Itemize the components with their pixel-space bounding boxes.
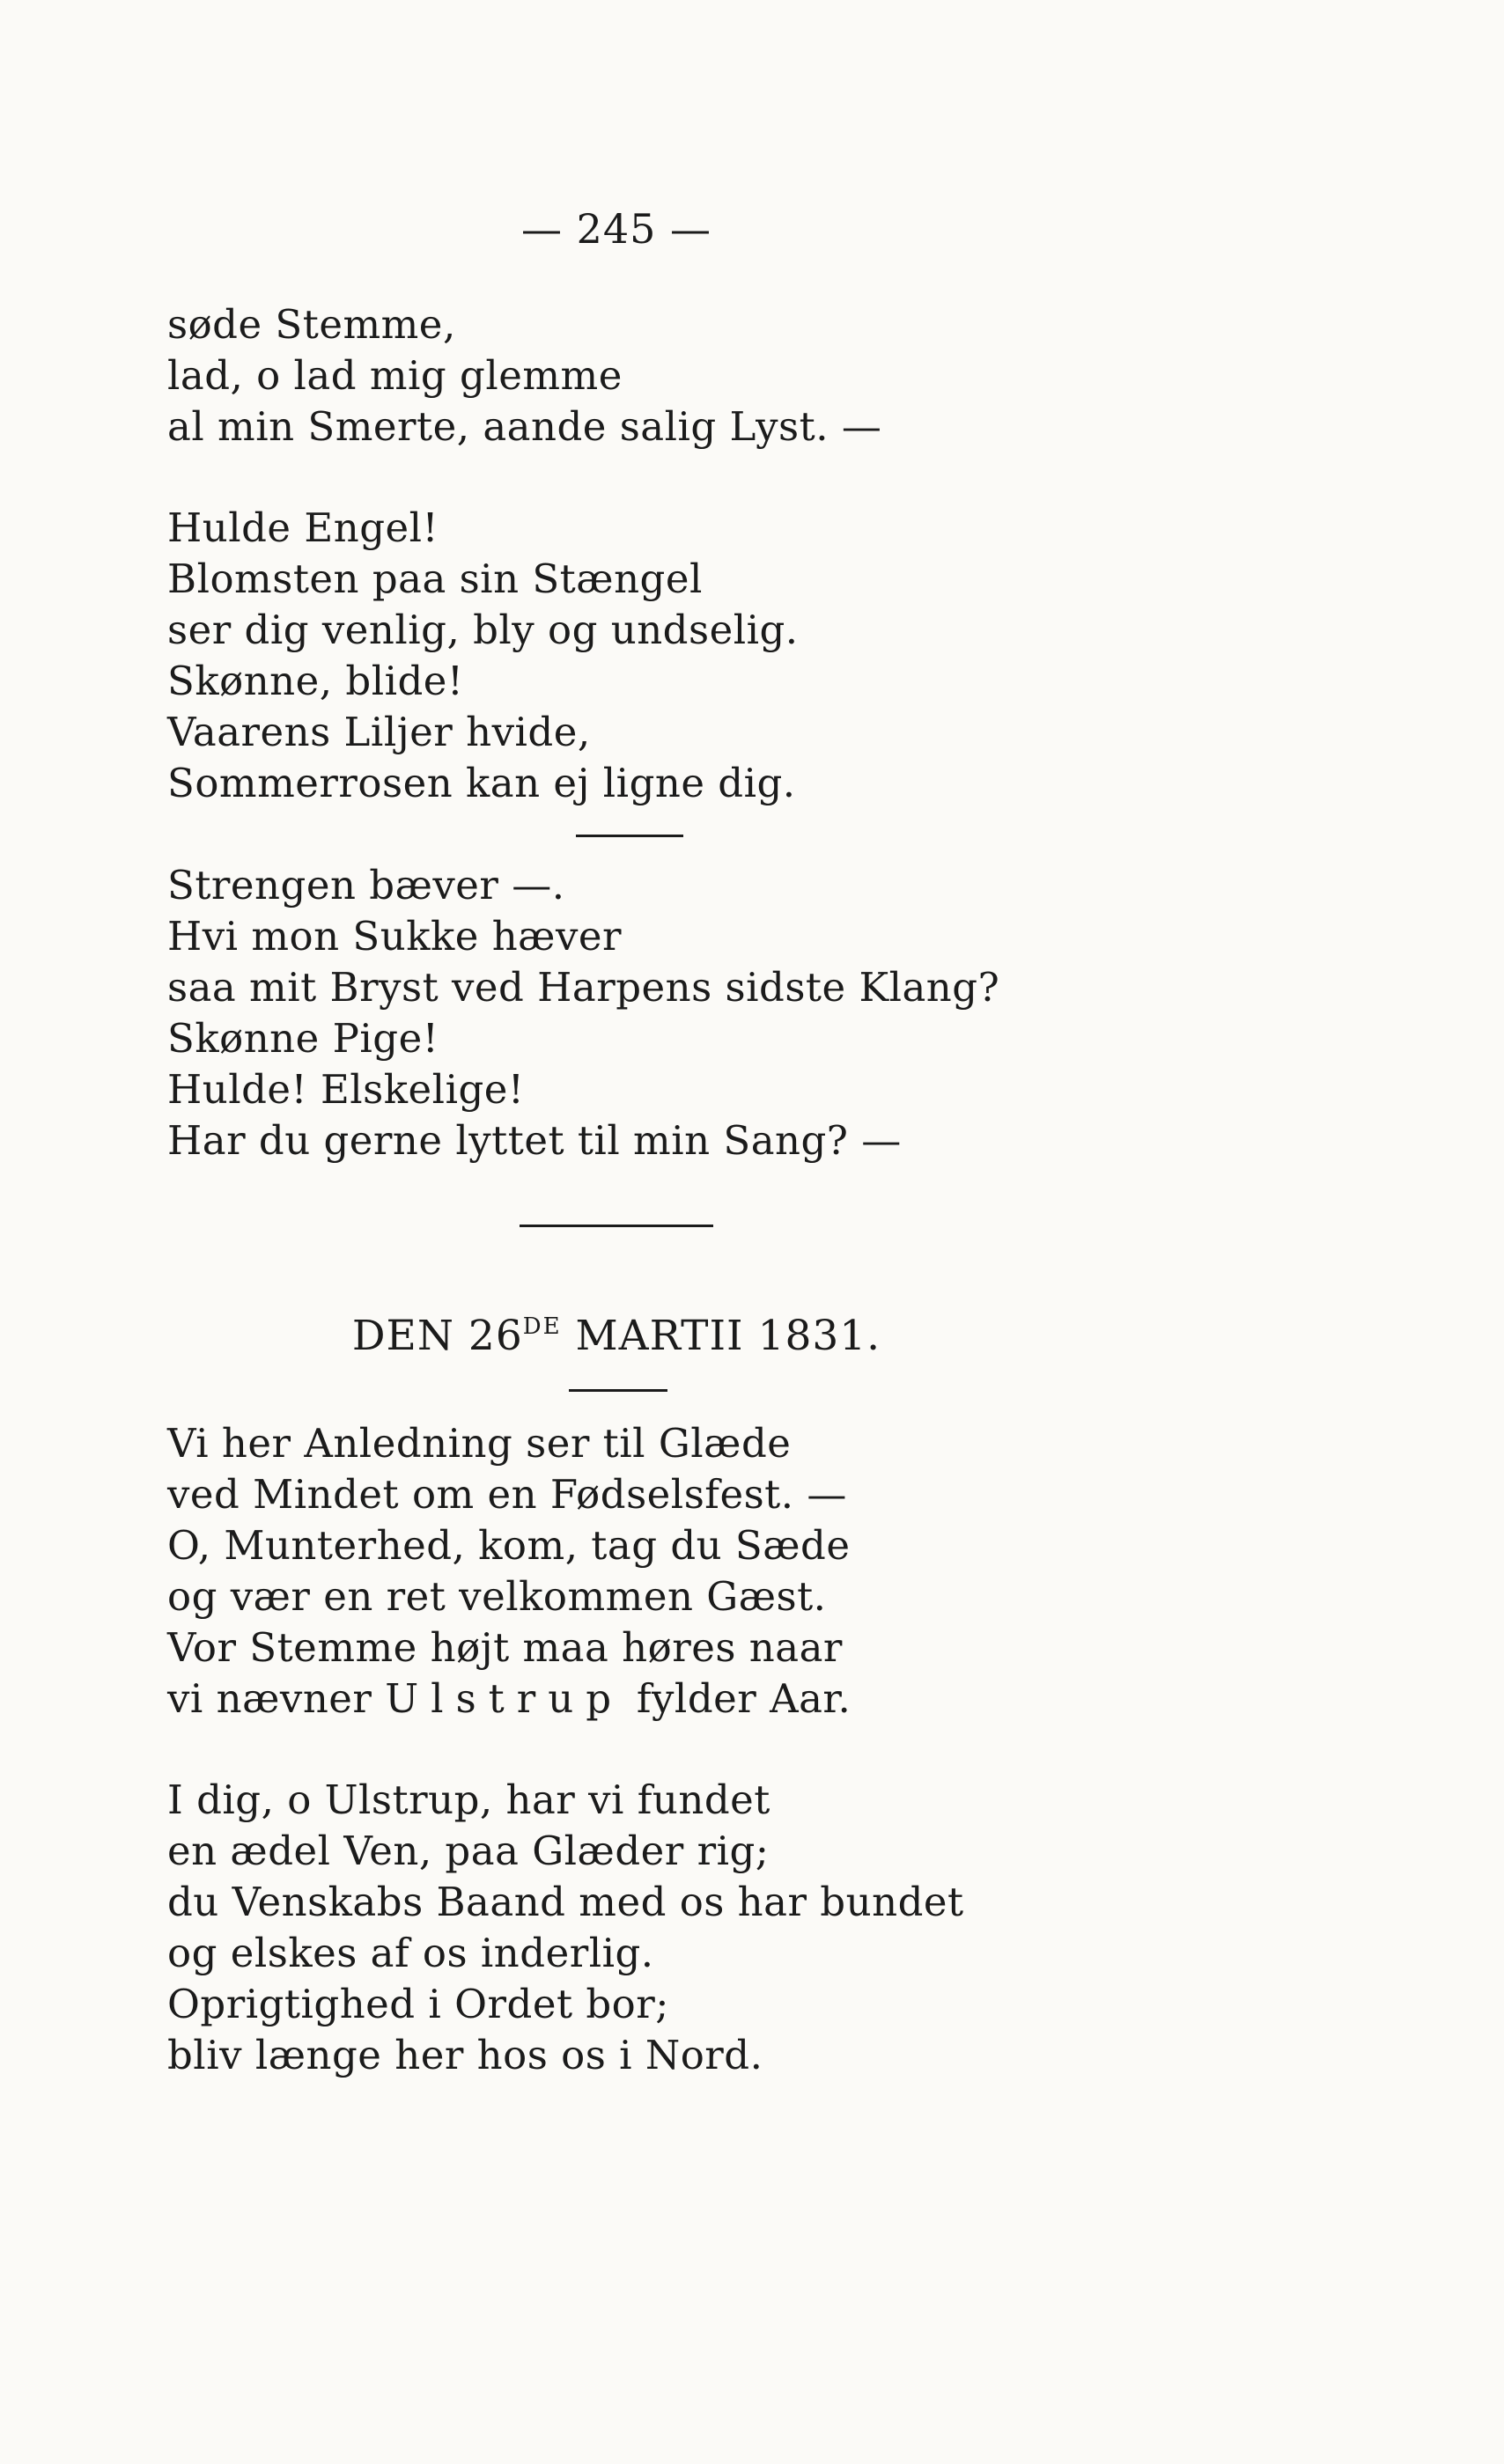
verse-line: Hvi mon Sukke hæver [167, 913, 623, 960]
name-spaced: Ulstrup [385, 1675, 624, 1722]
verse-line: Skønne Pige! [167, 1015, 439, 1062]
verse-line: O, Munterhed, kom, tag du Sæde [167, 1522, 851, 1569]
verse-line: Vi her Anledning ser til Glæde [167, 1420, 792, 1467]
verse-line: Oprigtighed i Ordet bor; [167, 1981, 669, 2027]
verse-text: fylder Aar. [623, 1675, 852, 1722]
verse-line: Blomsten paa sin Stængel [167, 555, 703, 602]
verse-text: vi nævner [167, 1675, 386, 1722]
stanza-2 [167, 503, 799, 809]
verse-line: ser dig venlig, bly og undselig. [167, 607, 799, 653]
verse-line: saa mit Bryst ved Harpens sidste Klang? [167, 964, 1000, 1011]
section-divider [520, 1225, 713, 1227]
verse-line [167, 1673, 851, 1725]
stanza-3 [167, 860, 999, 1166]
verse-line: Har du gerne lyttet til min Sang? — [167, 1117, 902, 1164]
stanza-1 [167, 299, 881, 452]
verse-line: Sommerrosen kan ej ligne dig. [167, 760, 796, 806]
stanza-4 [167, 1418, 851, 1725]
verse-line: søde Stemme, [167, 301, 456, 348]
verse-line: og elskes af os inderlig. [167, 1930, 654, 1976]
verse-line: ved Mindet om en Fødselsfest. — [167, 1471, 847, 1518]
verse-line: lad, o lad mig glemme [167, 352, 623, 399]
poem-heading [0, 1312, 1233, 1360]
verse-line: bliv længe her hos os i Nord. [167, 2032, 763, 2078]
verse-line: en ædel Ven, paa Glæder rig; [167, 1828, 770, 1874]
stanza-5 [167, 1775, 964, 2081]
verse-line: Vor Stemme højt maa høres naar [167, 1624, 843, 1671]
heading-superscript: DE [522, 1313, 562, 1340]
verse-line: I dig, o Ulstrup, har vi fundet [167, 1776, 770, 1823]
verse-line: du Venskabs Baand med os har bundet [167, 1879, 964, 1925]
verse-line: Strengen bæver —. [167, 862, 565, 908]
verse-line: Skønne, blide! [167, 658, 464, 704]
page-number: — 245 — [520, 205, 712, 253]
heading-divider [569, 1389, 667, 1392]
verse-line: Hulde Engel! [167, 504, 439, 551]
heading-prefix: DEN 26 [351, 1312, 523, 1360]
heading-suffix: MARTII 1831. [561, 1312, 881, 1360]
verse-line: og vær en ret velkommen Gæst. [167, 1573, 827, 1620]
verse-line: al min Smerte, aande salig Lyst. — [167, 403, 882, 450]
stanza-divider [576, 835, 683, 837]
verse-line: Vaarens Liljer hvide, [167, 709, 591, 755]
verse-line: Hulde! Elskelige! [167, 1066, 525, 1113]
